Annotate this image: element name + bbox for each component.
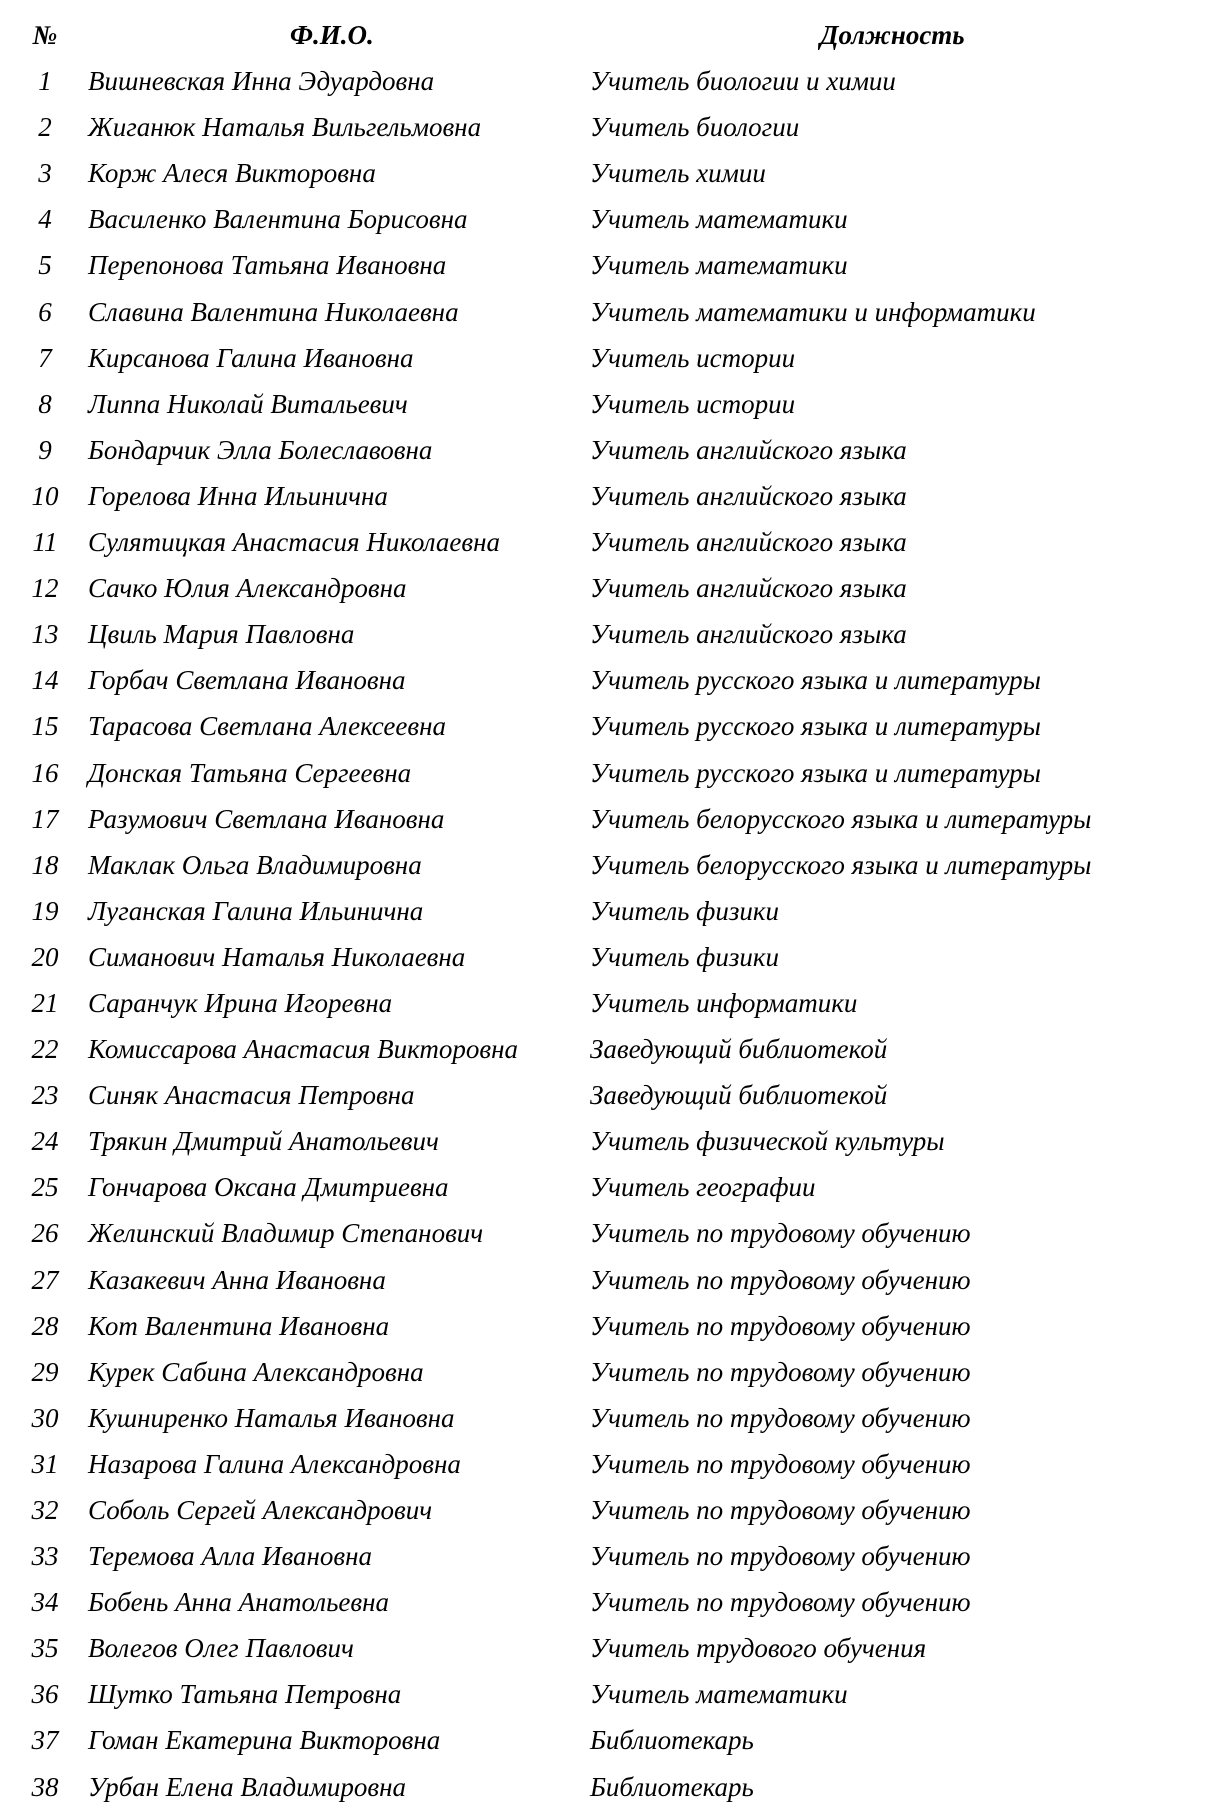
- row-position: Учитель русского языка и литературы: [590, 711, 1041, 742]
- row-full-name: Липпа Николай Витальевич: [88, 388, 408, 419]
- table-row: [0, 196, 1208, 242]
- row-position: Библиотекарь: [590, 1771, 754, 1802]
- row-position: Учитель по трудовому обучению: [590, 1310, 971, 1341]
- row-full-name: Комиссарова Анастасия Викторовна: [88, 1034, 519, 1065]
- row-position: Учитель математики: [590, 250, 848, 281]
- row-number: 21: [31, 987, 59, 1018]
- table-row: [0, 1625, 1208, 1671]
- row-full-name: Жиганюк Наталья Вильгельмовна: [88, 112, 482, 143]
- header-position: Должность: [820, 20, 965, 50]
- row-position: Учитель английского языка: [590, 619, 907, 650]
- row-number: 8: [38, 388, 52, 419]
- table-row: [0, 796, 1208, 842]
- table-row: [0, 657, 1208, 703]
- row-number: 27: [31, 1264, 59, 1295]
- table-row: [0, 58, 1208, 104]
- row-full-name: Бондарчик Элла Болеславовна: [88, 434, 433, 465]
- row-number: 35: [31, 1633, 59, 1664]
- row-position: Учитель русского языка и литературы: [590, 665, 1041, 696]
- row-full-name: Горбач Светлана Ивановна: [88, 665, 406, 696]
- row-full-name: Курек Сабина Александровна: [88, 1356, 424, 1387]
- table-row: [0, 427, 1208, 473]
- row-number: 31: [31, 1448, 59, 1479]
- row-number: 11: [32, 527, 58, 558]
- row-position: Учитель математики: [590, 1679, 848, 1710]
- row-position: Учитель белорусского языка и литературы: [590, 849, 1092, 880]
- row-full-name: Горелова Инна Ильинична: [88, 480, 388, 511]
- row-position: Заведующий библиотекой: [590, 1034, 888, 1065]
- row-full-name: Маклак Ольга Владимировна: [88, 849, 422, 880]
- row-number: 18: [31, 849, 59, 880]
- row-number: 24: [31, 1126, 59, 1157]
- row-number: 38: [31, 1771, 59, 1802]
- row-position: Учитель по трудовому обучению: [590, 1402, 971, 1433]
- row-number: 6: [38, 296, 52, 327]
- row-number: 37: [31, 1725, 59, 1756]
- row-number: 30: [31, 1402, 59, 1433]
- table-row: [0, 1395, 1208, 1441]
- table-row: [0, 1533, 1208, 1579]
- row-position: Учитель географии: [590, 1172, 816, 1203]
- row-full-name: Гончарова Оксана Дмитриевна: [88, 1172, 449, 1203]
- table-row: [0, 150, 1208, 196]
- table-row: [0, 1303, 1208, 1349]
- row-full-name: Сачко Юлия Александровна: [88, 573, 407, 604]
- row-number: 23: [31, 1080, 59, 1111]
- row-full-name: Вишневская Инна Эдуардовна: [88, 66, 435, 97]
- row-full-name: Бобень Анна Анатольевна: [88, 1587, 389, 1618]
- table-row: [0, 1487, 1208, 1533]
- row-position: Учитель русского языка и литературы: [590, 757, 1041, 788]
- row-number: 36: [31, 1679, 59, 1710]
- row-number: 15: [31, 711, 59, 742]
- row-full-name: Урбан Елена Владимировна: [88, 1771, 406, 1802]
- row-position: Учитель истории: [590, 342, 796, 373]
- row-position: Учитель английского языка: [590, 434, 907, 465]
- table-row: [0, 1579, 1208, 1625]
- row-position: Учитель химии: [590, 158, 766, 189]
- row-position: Учитель по трудовому обучению: [590, 1448, 971, 1479]
- row-full-name: Симанович Наталья Николаевна: [88, 941, 466, 972]
- row-full-name: Разумович Светлана Ивановна: [88, 803, 445, 834]
- row-full-name: Соболь Сергей Александрович: [88, 1495, 433, 1525]
- table-row: [0, 1441, 1208, 1487]
- staff-table: [0, 12, 1208, 1810]
- row-full-name: Сулятицкая Анастасия Николаевна: [88, 527, 500, 558]
- row-position: Учитель английского языка: [590, 480, 907, 511]
- row-number: 2: [38, 112, 52, 143]
- row-full-name: Луганская Галина Ильинична: [88, 895, 424, 926]
- row-position: Учитель физики: [590, 895, 779, 926]
- row-full-name: Донская Татьяна Сергеевна: [88, 757, 412, 788]
- row-number: 25: [31, 1172, 59, 1203]
- row-position: Учитель по трудовому обучению: [590, 1541, 971, 1572]
- row-number: 9: [38, 434, 52, 465]
- row-full-name: Кот Валентина Ивановна: [88, 1310, 390, 1341]
- table-row: [0, 1717, 1208, 1763]
- row-position: Учитель английского языка: [590, 573, 907, 604]
- row-position: Учитель физической культуры: [590, 1126, 945, 1157]
- row-number: 32: [31, 1495, 59, 1525]
- row-position: Учитель биологии: [590, 112, 800, 143]
- row-number: 1: [38, 66, 52, 97]
- table-row: [0, 335, 1208, 381]
- table-row: [0, 381, 1208, 427]
- table-row: [0, 1210, 1208, 1256]
- row-full-name: Теремова Алла Ивановна: [88, 1541, 373, 1572]
- row-full-name: Славина Валентина Николаевна: [88, 296, 459, 327]
- row-number: 13: [31, 619, 59, 650]
- row-number: 20: [31, 941, 59, 972]
- header-number: №: [32, 20, 58, 50]
- table-row: [0, 1257, 1208, 1303]
- row-position: Учитель математики: [590, 204, 848, 235]
- row-number: 33: [31, 1541, 59, 1572]
- row-number: 5: [38, 250, 52, 281]
- row-position: Библиотекарь: [590, 1725, 754, 1756]
- row-number: 17: [31, 803, 59, 834]
- table-row: [0, 1671, 1208, 1717]
- header-full-name: Ф.И.О.: [290, 20, 374, 50]
- row-position: Учитель трудового обучения: [590, 1633, 927, 1664]
- table-row: [0, 1349, 1208, 1395]
- row-number: 28: [31, 1310, 59, 1341]
- row-full-name: Тарасова Светлана Алексеевна: [88, 711, 446, 742]
- row-full-name: Василенко Валентина Борисовна: [88, 204, 468, 235]
- row-position: Учитель информатики: [590, 987, 858, 1018]
- row-full-name: Синяк Анастасия Петровна: [88, 1080, 415, 1111]
- row-full-name: Корж Алеся Викторовна: [88, 158, 376, 189]
- table-row: [0, 703, 1208, 749]
- row-full-name: Цвиль Мария Павловна: [88, 619, 355, 650]
- table-row: [0, 1764, 1208, 1810]
- row-number: 29: [31, 1356, 59, 1387]
- row-full-name: Волегов Олег Павлович: [88, 1633, 354, 1664]
- row-position: Учитель по трудовому обучению: [590, 1587, 971, 1618]
- row-position: Заведующий библиотекой: [590, 1080, 888, 1111]
- row-number: 3: [38, 158, 52, 189]
- row-full-name: Трякин Дмитрий Анатольевич: [88, 1126, 439, 1157]
- row-full-name: Казакевич Анна Ивановна: [88, 1264, 386, 1295]
- table-row: [0, 1164, 1208, 1210]
- row-number: 4: [38, 204, 52, 235]
- table-row: [0, 565, 1208, 611]
- row-full-name: Назарова Галина Александровна: [88, 1448, 461, 1479]
- row-number: 10: [31, 480, 59, 511]
- table-row: [0, 611, 1208, 657]
- row-number: 22: [31, 1034, 59, 1065]
- row-full-name: Перепонова Татьяна Ивановна: [88, 250, 447, 281]
- table-row: [0, 980, 1208, 1026]
- table-row: [0, 473, 1208, 519]
- row-full-name: Шутко Татьяна Петровна: [88, 1679, 402, 1710]
- row-position: Учитель биологии и химии: [590, 66, 896, 97]
- table-row: [0, 750, 1208, 796]
- table-row: [0, 842, 1208, 888]
- row-number: 19: [31, 895, 59, 926]
- row-number: 16: [31, 757, 59, 788]
- table-row: [0, 934, 1208, 980]
- row-position: Учитель истории: [590, 388, 796, 419]
- row-full-name: Гоман Екатерина Викторовна: [88, 1725, 441, 1756]
- row-full-name: Саранчук Ирина Игоревна: [88, 987, 393, 1018]
- row-position: Учитель английского языка: [590, 527, 907, 558]
- row-position: Учитель по трудовому обучению: [590, 1356, 971, 1387]
- row-position: Учитель по трудовому обучению: [590, 1218, 971, 1249]
- table-body: [0, 58, 1208, 1810]
- row-full-name: Кушниренко Наталья Ивановна: [88, 1402, 455, 1433]
- table-row: [0, 888, 1208, 934]
- row-position: Учитель по трудовому обучению: [590, 1264, 971, 1295]
- row-number: 26: [31, 1218, 59, 1249]
- table-row: [0, 1026, 1208, 1072]
- row-number: 34: [31, 1587, 59, 1618]
- row-full-name: Желинский Владимир Степанович: [88, 1218, 484, 1249]
- table-row: [0, 289, 1208, 335]
- row-position: Учитель математики и информатики: [590, 296, 1036, 327]
- row-full-name: Кирсанова Галина Ивановна: [88, 342, 414, 373]
- row-position: Учитель белорусского языка и литературы: [590, 803, 1092, 834]
- row-position: Учитель физики: [590, 941, 779, 972]
- table-row: [0, 1072, 1208, 1118]
- table-row: [0, 519, 1208, 565]
- row-number: 7: [38, 342, 52, 373]
- table-row: [0, 242, 1208, 288]
- row-position: Учитель по трудовому обучению: [590, 1495, 971, 1525]
- table-row: [0, 104, 1208, 150]
- row-number: 12: [31, 573, 59, 604]
- row-number: 14: [31, 665, 59, 696]
- table-row: [0, 1118, 1208, 1164]
- table-header-row: [0, 12, 1208, 58]
